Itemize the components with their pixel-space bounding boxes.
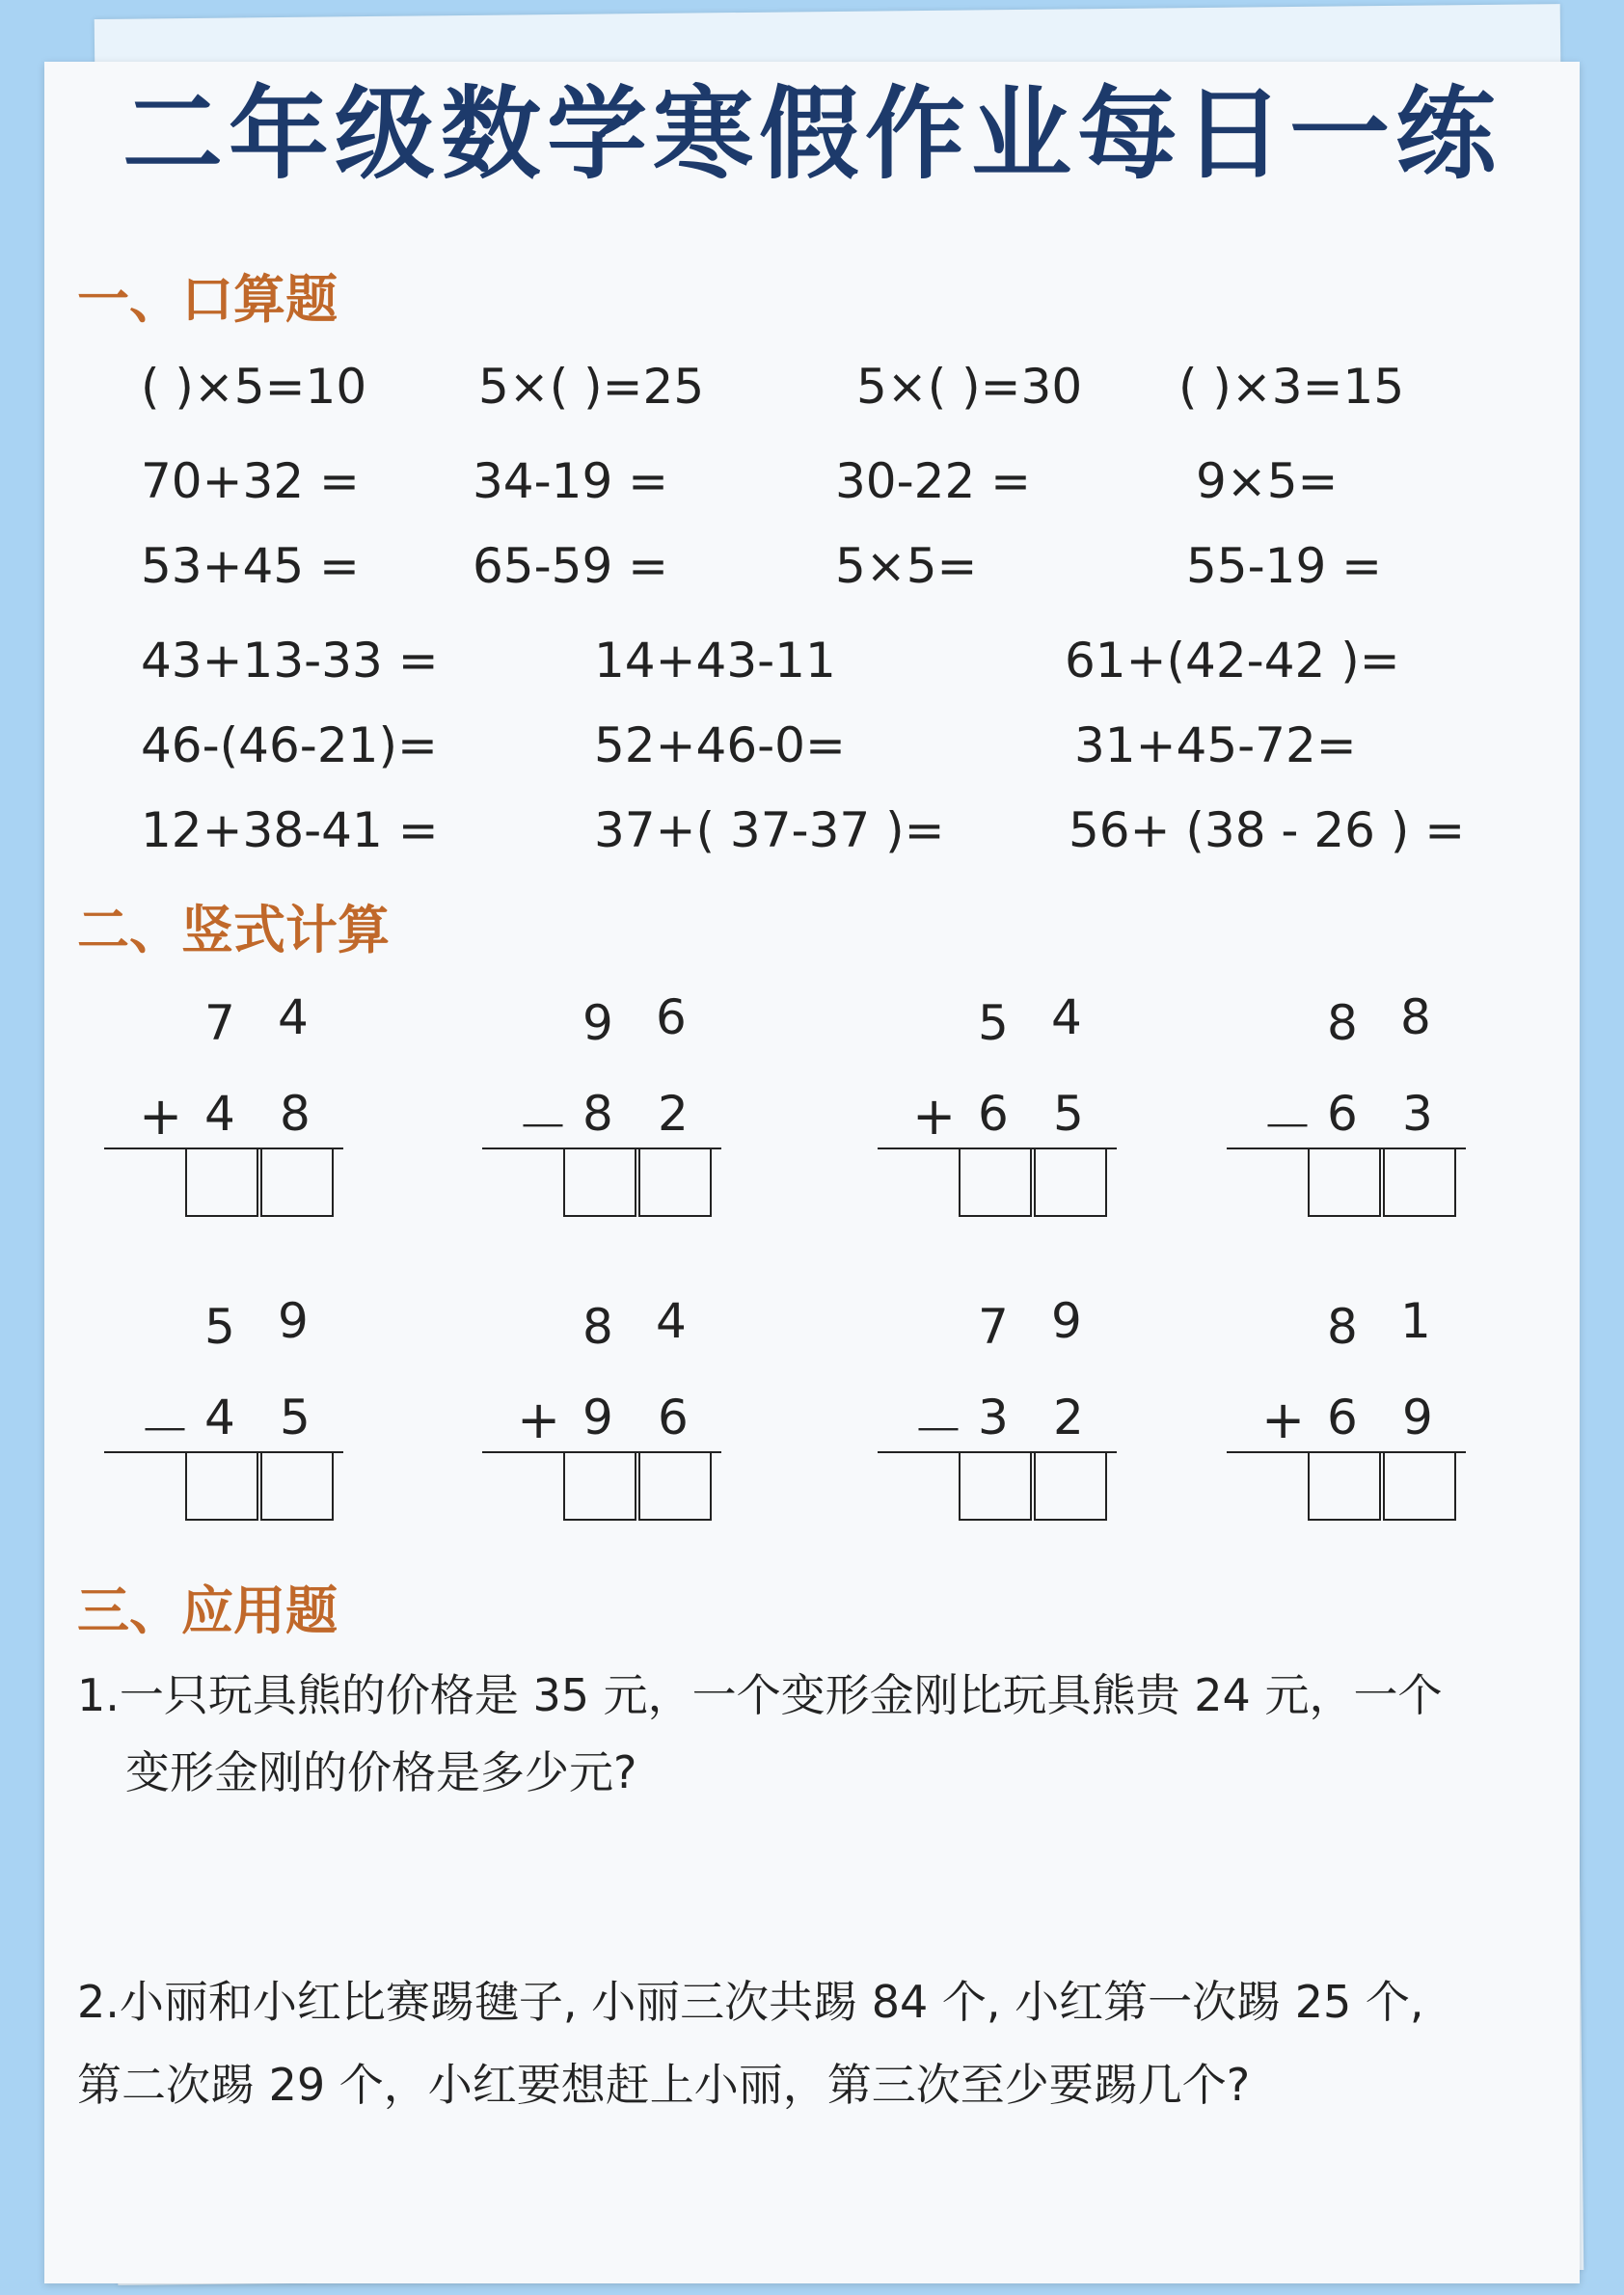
top-tens-digit: 8 (582, 1299, 613, 1355)
operator-sign: + (1261, 1390, 1306, 1450)
vertical-problem (482, 989, 733, 1244)
answer-box-tens[interactable] (563, 1148, 636, 1217)
answer-box-ones[interactable] (260, 1148, 334, 1217)
bottom-tens-digit: 6 (1327, 1390, 1358, 1445)
bottom-tens-digit: 6 (978, 1086, 1009, 1142)
oral-problem: 46-(46-21)= (141, 717, 438, 773)
top-ones-digit: 6 (656, 989, 687, 1045)
oral-problem: 12+38-41 = (141, 802, 439, 858)
oral-problem: 61+(42-42 )= (1065, 633, 1400, 688)
word-problem-2-line-2: 第二次踢 29 个，小红要想赶上小丽，第三次至少要踢几个? (77, 2059, 1251, 2111)
answer-box-tens[interactable] (563, 1451, 636, 1521)
bottom-ones-digit: 6 (658, 1390, 689, 1445)
answer-box-ones[interactable] (1383, 1148, 1456, 1217)
operator-sign: － (139, 1400, 191, 1461)
top-tens-digit: 8 (1327, 1299, 1358, 1355)
oral-problem: 56+ (38 - 26 ) = (1069, 802, 1466, 858)
word-problem-1-line-2: 变形金刚的价格是多少元? (125, 1746, 637, 1798)
top-tens-digit: 5 (204, 1299, 235, 1355)
top-ones-digit: 4 (1051, 989, 1082, 1045)
top-tens-digit: 5 (978, 995, 1009, 1051)
top-tens-digit: 9 (582, 995, 613, 1051)
operator-sign: － (517, 1096, 569, 1157)
vertical-problem (482, 1293, 733, 1548)
top-ones-digit: 9 (278, 1293, 309, 1349)
oral-problem: 70+32 = (141, 453, 360, 509)
bottom-tens-digit: 4 (204, 1086, 235, 1142)
answer-box-tens[interactable] (959, 1148, 1032, 1217)
bottom-ones-digit: 9 (1402, 1390, 1433, 1445)
page-title: 二年级数学寒假作业每日一练 (122, 75, 1502, 193)
oral-problem: 65-59 = (473, 538, 669, 594)
bottom-ones-digit: 8 (280, 1086, 311, 1142)
oral-problem: 34-19 = (473, 453, 669, 509)
bottom-ones-digit: 5 (1053, 1086, 1084, 1142)
top-ones-digit: 4 (656, 1293, 687, 1349)
answer-box-ones[interactable] (638, 1451, 712, 1521)
answer-box-ones[interactable] (260, 1451, 334, 1521)
oral-problem: 5×5= (835, 538, 978, 594)
word-problem-2-line-1: 2.小丽和小红比赛踢毽子, 小丽三次共踢 84 个, 小红第一次踢 25 个, (77, 1976, 1424, 2028)
top-tens-digit: 8 (1327, 995, 1358, 1051)
operator-sign: + (139, 1086, 183, 1147)
answer-box-tens[interactable] (185, 1451, 258, 1521)
bottom-tens-digit: 4 (204, 1390, 235, 1445)
section-heading-oral: 一、口算题 (77, 269, 338, 330)
answer-box-tens[interactable] (1308, 1451, 1381, 1521)
operator-sign: + (912, 1086, 957, 1147)
vertical-problem (104, 989, 355, 1244)
oral-problem: 53+45 = (141, 538, 360, 594)
bottom-ones-digit: 5 (280, 1390, 311, 1445)
operator-sign: + (517, 1390, 561, 1450)
answer-box-ones[interactable] (1034, 1148, 1107, 1217)
bottom-ones-digit: 2 (1053, 1390, 1084, 1445)
vertical-problem (878, 989, 1128, 1244)
oral-problem: 5×( )=30 (856, 359, 1083, 415)
bottom-tens-digit: 6 (1327, 1086, 1358, 1142)
operator-sign: － (912, 1400, 964, 1461)
oral-problem: 14+43-11 (594, 633, 836, 688)
oral-problem: 37+( 37-37 )= (594, 802, 945, 858)
answer-box-tens[interactable] (959, 1451, 1032, 1521)
vertical-problem (1227, 1293, 1477, 1548)
bottom-tens-digit: 3 (978, 1390, 1009, 1445)
answer-box-tens[interactable] (1308, 1148, 1381, 1217)
word-problem-1-line-1: 1.一只玩具熊的价格是 35 元，一个变形金刚比玩具熊贵 24 元，一个 (77, 1669, 1443, 1721)
bottom-ones-digit: 3 (1402, 1086, 1433, 1142)
oral-problem: 31+45-72= (1074, 717, 1357, 773)
section-heading-vertical: 二、竖式计算 (77, 900, 390, 960)
oral-problem: 52+46-0= (594, 717, 846, 773)
vertical-problem (104, 1293, 355, 1548)
top-ones-digit: 9 (1051, 1293, 1082, 1349)
oral-problem: ( )×3=15 (1178, 359, 1405, 415)
vertical-problem (878, 1293, 1128, 1548)
bottom-tens-digit: 9 (582, 1390, 613, 1445)
top-ones-digit: 4 (278, 989, 309, 1045)
top-tens-digit: 7 (204, 995, 235, 1051)
top-ones-digit: 8 (1400, 989, 1431, 1045)
vertical-problem (1227, 989, 1477, 1244)
bottom-ones-digit: 2 (658, 1086, 689, 1142)
oral-problem: ( )×5=10 (141, 359, 367, 415)
answer-box-ones[interactable] (1383, 1451, 1456, 1521)
bottom-tens-digit: 8 (582, 1086, 613, 1142)
oral-problem: 30-22 = (835, 453, 1032, 509)
answer-box-ones[interactable] (638, 1148, 712, 1217)
section-heading-applied: 三、应用题 (77, 1580, 338, 1641)
oral-problem: 9×5= (1196, 453, 1339, 509)
oral-problem: 55-19 = (1186, 538, 1383, 594)
oral-problem: 5×( )=25 (478, 359, 705, 415)
oral-problem: 43+13-33 = (141, 633, 439, 688)
top-ones-digit: 1 (1400, 1293, 1431, 1349)
answer-box-ones[interactable] (1034, 1451, 1107, 1521)
top-tens-digit: 7 (978, 1299, 1009, 1355)
answer-box-tens[interactable] (185, 1148, 258, 1217)
operator-sign: － (1261, 1096, 1313, 1157)
